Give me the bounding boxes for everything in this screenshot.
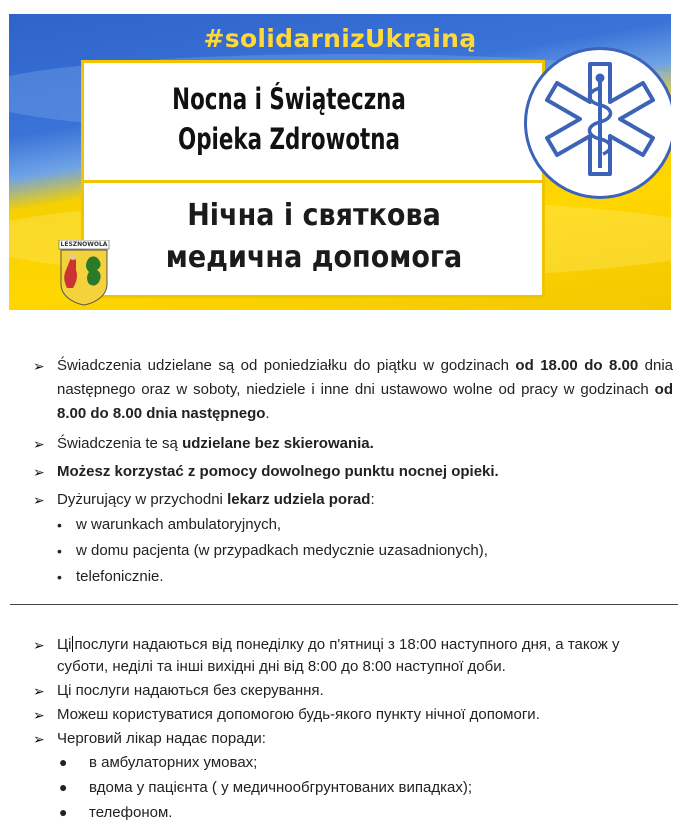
arrow-bullet-icon: ➢ [33,707,45,723]
header-banner [9,14,671,310]
list-item: ➢ Ці послуги надаються без скерування. [33,680,673,702]
sub-list-item: ● вдома у пацієнта ( у медичнообгрунтованих випадках); [33,775,673,800]
sub-list-item: • telefonicznie. [33,564,673,590]
sub-list-item: ● телефоном. [33,800,673,825]
arrow-bullet-icon: ➢ [33,358,45,374]
list-item: ➢ Ці послуги надаються від понеділку до п'ятниці з 18:00 наступного дня, а також у суботи, неділі та інші вихідні дні від 8:00 до 8:00 наступної доби. [33,636,620,675]
arrow-bullet-icon: ➢ [33,731,45,747]
bullet-icon: • [57,569,62,585]
title-polish-line1: Nocna i Świąteczna [172,82,406,116]
bullet-icon: • [57,517,62,533]
list-item: ➢ Черговий лікар надає поради: [33,728,673,750]
bullet-icon: ● [59,804,68,820]
bullet-icon: ● [59,754,68,770]
list-item: ➢ Dyżurujący w przychodni lekarz udziela porad: [33,488,673,512]
sub-list-item: • w domu pacjenta (w przypadkach medycznie uzasadnionych), [33,538,673,564]
list-item: ➢ Можеш користуватися допомогою будь-якого пункту нічної допомоги. [33,704,673,726]
hashtag: #solidarnizUkrainą [203,24,477,53]
bullet-icon: • [57,543,62,559]
ukrainian-section [33,634,673,825]
title-polish-line2: Opieka Zdrowotna [178,122,400,156]
title-box-polish [81,60,545,188]
arrow-bullet-icon: ➢ [33,492,45,508]
list-item: ➢ Świadczenia te są udzielane bez skierowania. [33,432,673,456]
title-ukrainian-line1: Нічна і святкова [187,198,441,233]
arrow-bullet-icon: ➢ [33,683,45,699]
arrow-bullet-icon: ➢ [33,436,45,452]
list-item: ➢ Świadczenia udzielane są od poniedziałku do piątku w godzinach od 18.00 do 8.00 dnia następnego oraz w soboty, niedziele i inne dni ustawowo wolne od pracy w godzinach od 8.00 do 8.00 dnia następnego. [33,354,673,426]
arrow-bullet-icon: ➢ [33,637,45,653]
crest-label: LESZNOWOLA [60,241,108,248]
polish-section [33,354,673,590]
star-of-life-icon [524,47,671,199]
horizontal-divider [10,604,678,605]
bullet-icon: ● [59,779,68,795]
lesznowola-crest [57,240,111,306]
sub-list-item: ● в амбулаторних умовах; [33,750,673,775]
arrow-bullet-icon: ➢ [33,464,45,480]
list-item: ➢ Możesz korzystać z pomocy dowolnego punktu nocnej opieki. [33,460,673,484]
title-ukrainian-line2: медична допомога [165,240,463,275]
sub-list-item: • w warunkach ambulatoryjnych, [33,512,673,538]
title-box-ukrainian [81,180,545,298]
